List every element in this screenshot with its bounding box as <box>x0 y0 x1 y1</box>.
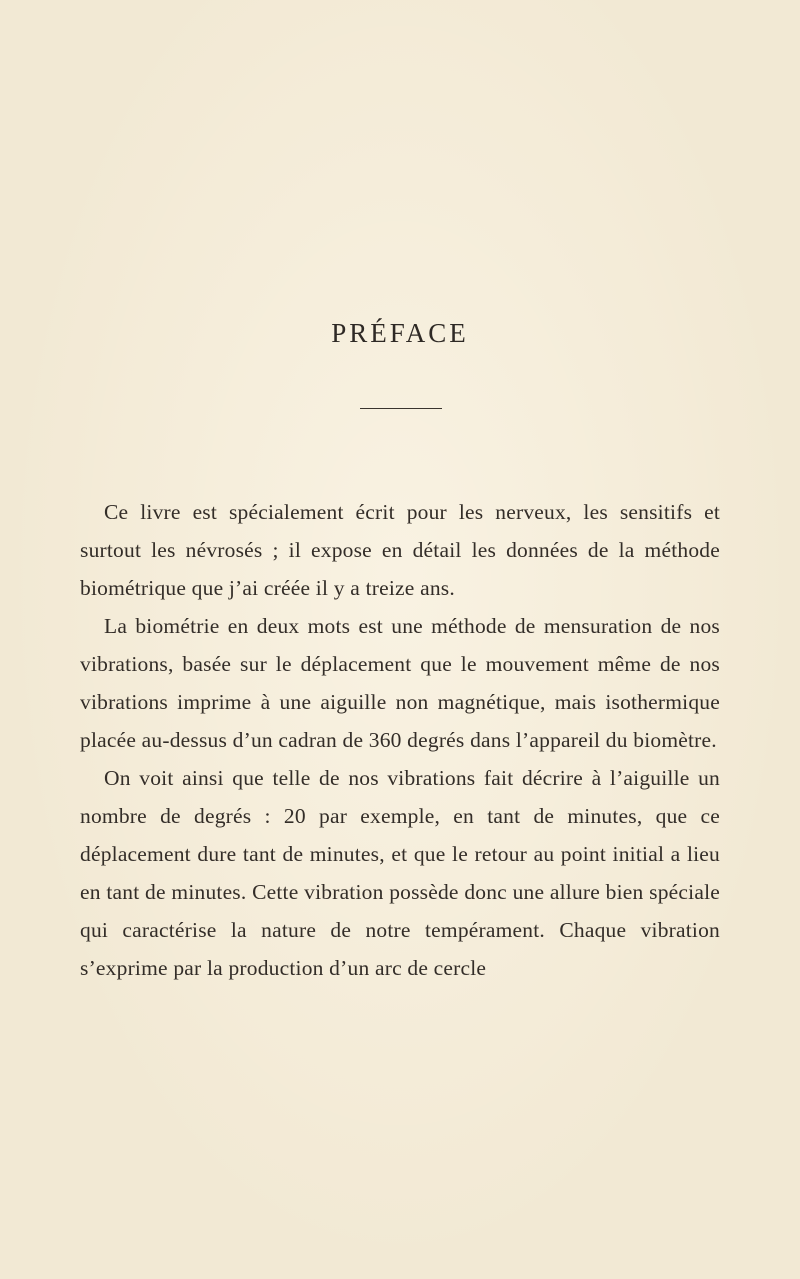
paragraph-1: Ce livre est spécialement écrit pour les nerveux, les sensitifs et surtout les névrosés ; il expose en détail les données de la méthode biométrique que j’ai créée il y a treize ans. <box>80 500 720 600</box>
title-divider <box>360 408 442 409</box>
page-title: PRÉFACE <box>331 318 469 348</box>
preface-body <box>80 493 720 987</box>
paragraph-3: On voit ainsi que telle de nos vibrations fait décrire à l’aiguille un nombre de degrés : 20 par exemple, en tant de minutes, que ce déplacement dure tant de minutes, et que le retour au point initial a lieu en tant de minutes. Cette vibration possède donc une allure bien spéciale qui caractérise la nature de notre tempérament. Chaque vibration s’exprime par la production d’un arc de cercle <box>80 766 720 980</box>
paragraph-2: La biométrie en deux mots est une méthode de mensuration de nos vibrations, basée sur le déplacement que le mouvement même de nos vibrations imprime à une aiguille non magnétique, mais isothermique placée au-dessus d’un cadran de 360 degrés dans l’appareil du biomètre. <box>80 614 720 752</box>
